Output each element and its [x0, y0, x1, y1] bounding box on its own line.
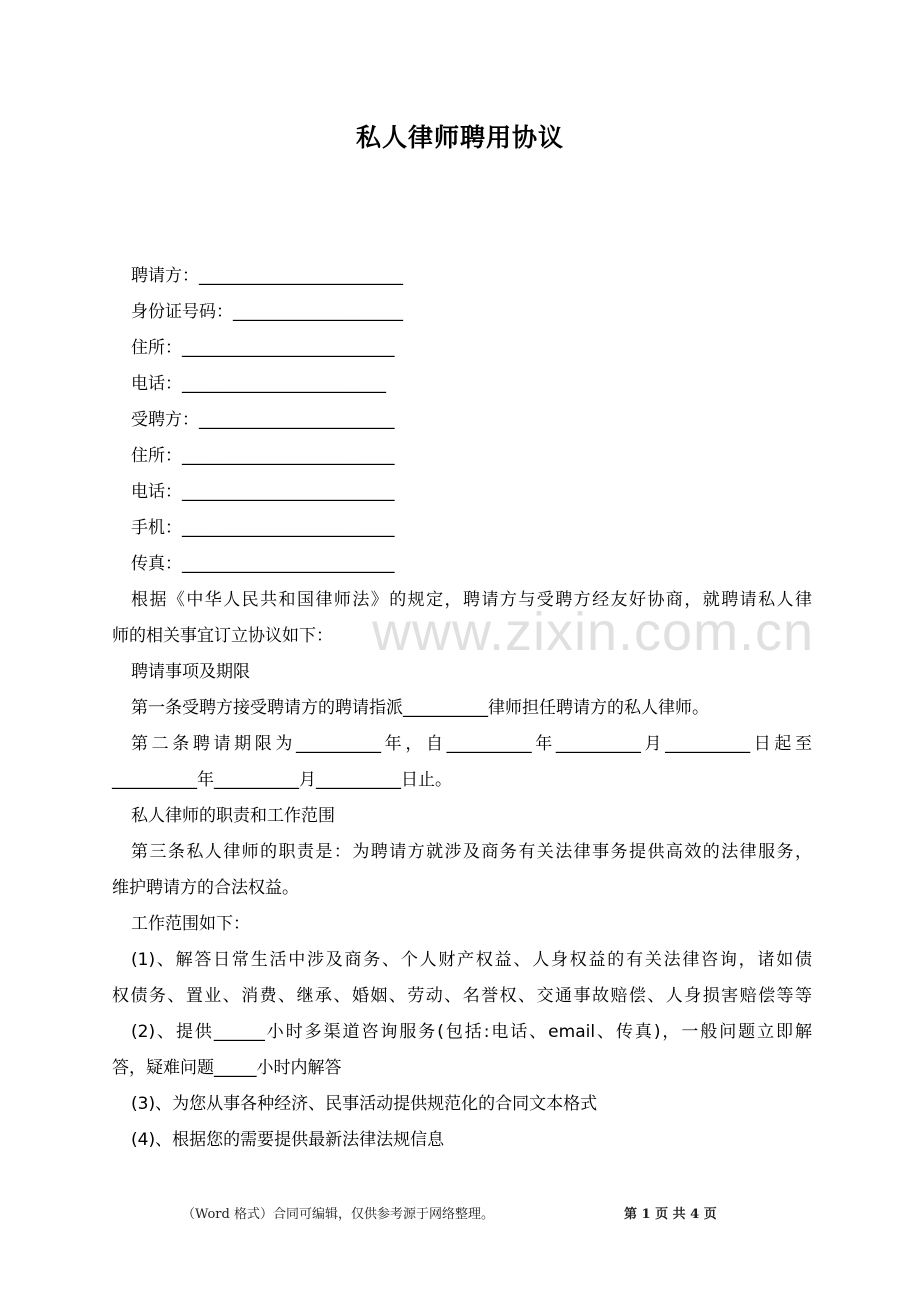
- page-number: 第 1 页 共 4 页: [624, 1207, 717, 1222]
- document-title: 私人律师聘用协议: [355, 123, 564, 152]
- scope-item-1-line-1: (1)、解答日常生活中涉及商务、个人财产权益、人身权益的有关法律咨询，诸如债: [131, 950, 812, 970]
- intro-line-2: 师的相关事宜订立协议如下：: [112, 626, 333, 646]
- field-employer: 聘请方：________________________: [131, 266, 403, 286]
- field-address-2: 住所：_________________________: [131, 446, 395, 466]
- article-3-line-2: 维护聘请方的合法权益。: [112, 878, 299, 898]
- article-2-line-2: __________年__________月__________日止。: [112, 770, 452, 790]
- article-1: 第一条受聘方接受聘请方的聘请指派__________律师担任聘请方的私人律师。: [131, 698, 709, 718]
- article-2-line-1: 第二条聘请期限为__________年，自__________年__________月__________日起至: [131, 734, 812, 754]
- document-body: [112, 258, 815, 1158]
- field-id-number: 身份证号码：____________________: [131, 302, 403, 322]
- field-employee: 受聘方：_______________________: [131, 410, 395, 430]
- scope-item-4: (4)、根据您的需要提供最新法律法规信息: [131, 1130, 445, 1150]
- field-phone-1: 电话：________________________: [131, 374, 386, 394]
- scope-item-2-line-2: 答，疑难问题_____小时内解答: [112, 1058, 342, 1078]
- field-mobile: 手机：_________________________: [131, 518, 395, 538]
- scope-title: 工作范围如下：: [131, 914, 250, 934]
- scope-item-3: (3)、为您从事各种经济、民事活动提供规范化的合同文本格式: [131, 1094, 598, 1114]
- section-heading-1: 聘请事项及期限: [131, 662, 250, 682]
- article-3-line-1: 第三条私人律师的职责是：为聘请方就涉及商务有关法律事务提供高效的法律服务，: [131, 842, 812, 862]
- field-phone-2: 电话：_________________________: [131, 482, 395, 502]
- field-address-1: 住所：_________________________: [131, 338, 395, 358]
- intro-line-1: 根据《中华人民共和国律师法》的规定，聘请方与受聘方经友好协商，就聘请私人律: [131, 590, 812, 610]
- scope-item-2-line-1: (2)、提供______小时多渠道咨询服务(包括:电话、email、传真)，一般问题立即解: [131, 1022, 812, 1042]
- section-heading-2: 私人律师的职责和工作范围: [131, 806, 335, 826]
- field-fax: 传真：_________________________: [131, 554, 395, 574]
- watermark: www.zixin.com.cn: [372, 602, 815, 662]
- footer-note: （Word 格式）合同可编辑，仅供参考源于网络整理。: [182, 1207, 494, 1222]
- scope-item-1-line-2: 权债务、置业、消费、继承、婚姻、劳动、名誉权、交通事故赔偿、人身损害赔偿等等: [112, 986, 812, 1006]
